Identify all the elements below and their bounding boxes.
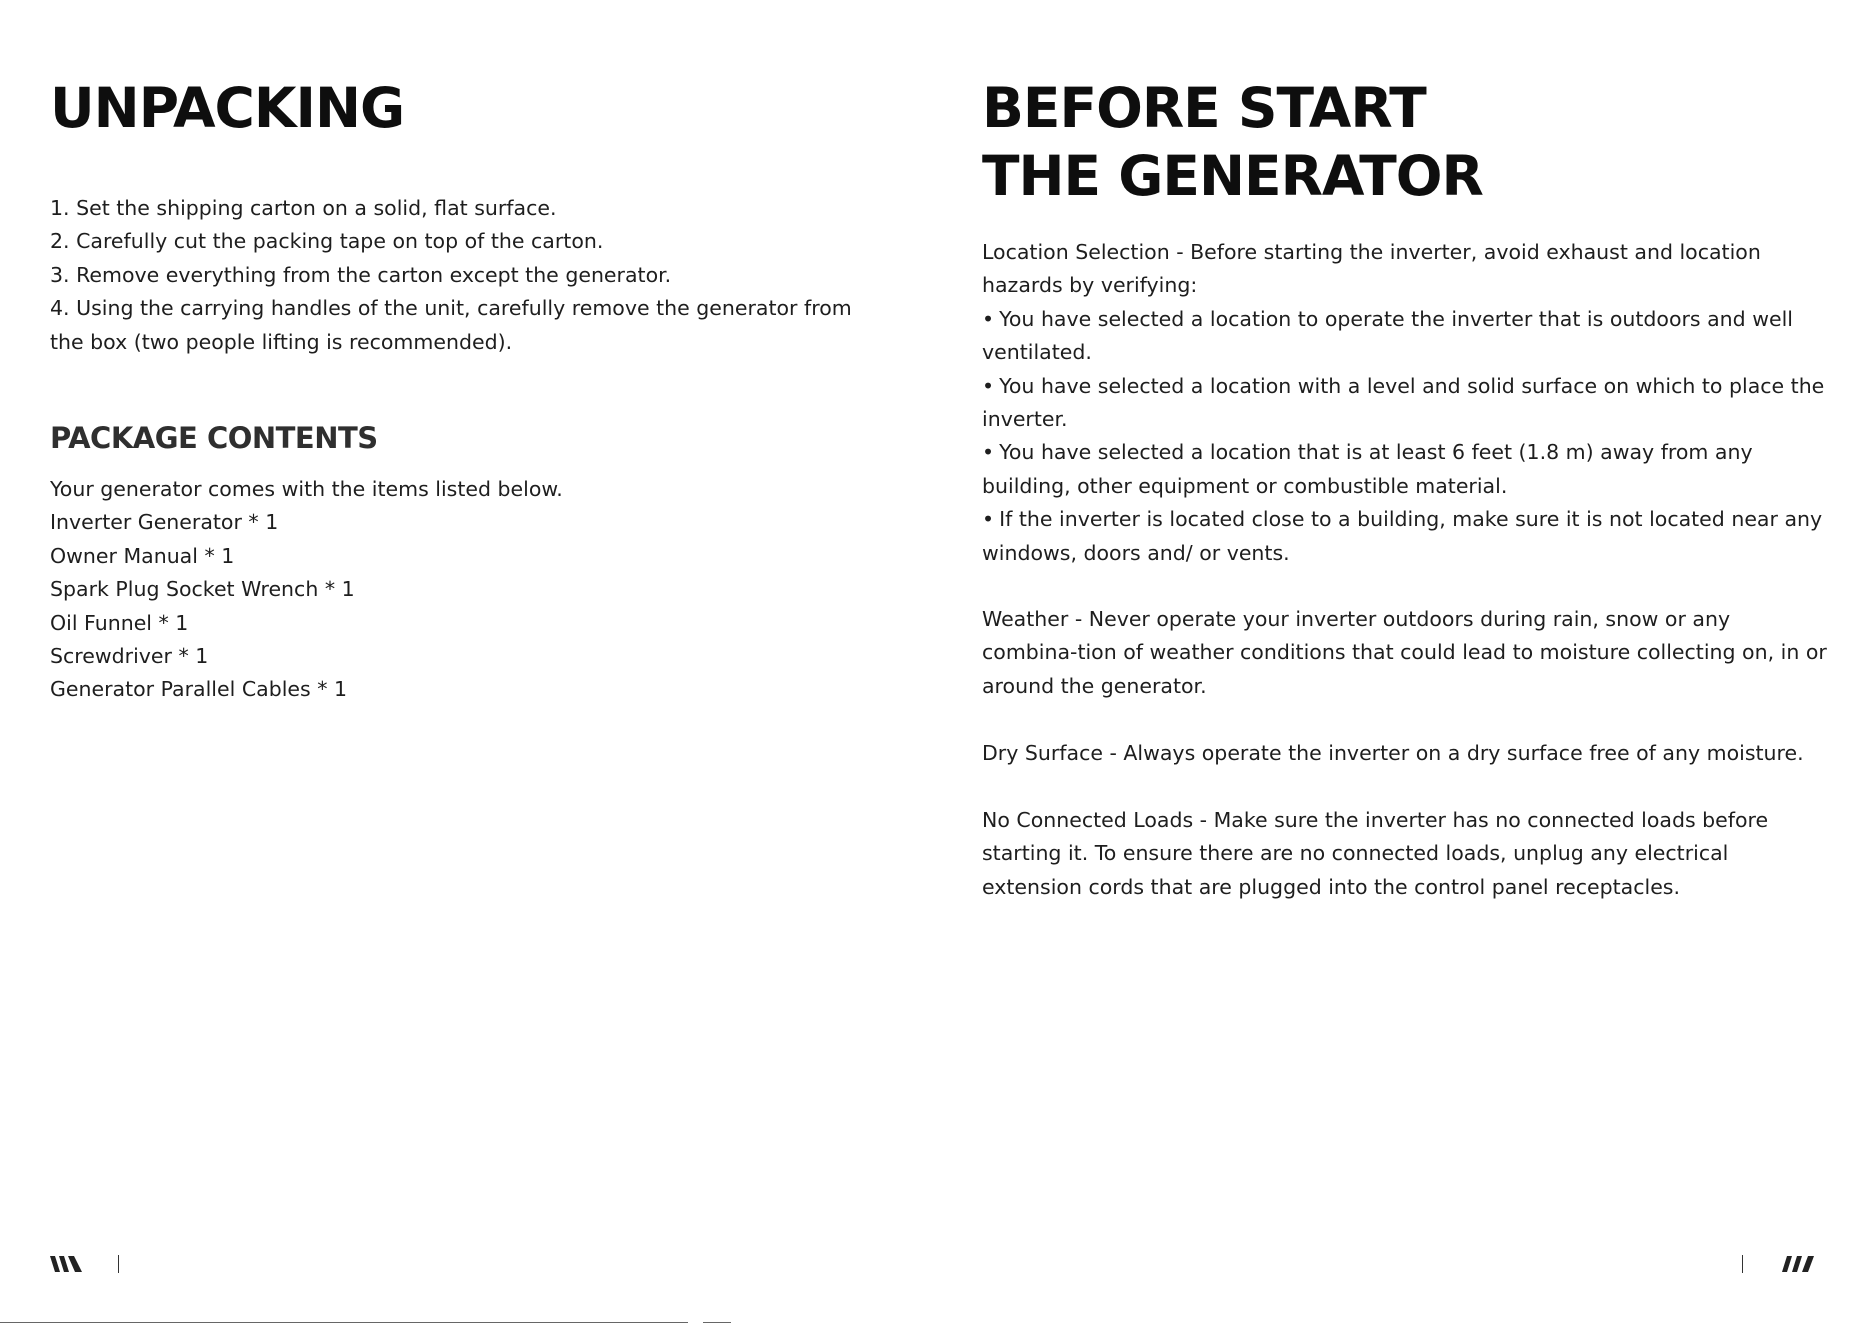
package-item: Screwdriver * 1 xyxy=(50,644,209,669)
stripes-logo-icon xyxy=(1782,1256,1816,1276)
package-item: Inverter Generator * 1 xyxy=(50,510,279,535)
package-item: Owner Manual * 1 xyxy=(50,543,235,568)
package-contents-title: PACKAGE CONTENTS xyxy=(50,421,378,455)
page-edge-line xyxy=(703,1322,731,1323)
package-item: Generator Parallel Cables * 1 xyxy=(50,677,348,702)
unpacking-step: 2. Carefully cut the packing tape on top of the carton. xyxy=(50,229,604,254)
dry-surface-paragraph: Dry Surface - Always operate the inverter on a dry surface free of any moisture. xyxy=(982,741,1804,765)
location-bullet: • You have selected a location to operate the inverter that is outdoors and well ventilated. xyxy=(982,303,1832,370)
unpacking-title: UNPACKING xyxy=(50,76,405,140)
unpacking-step: 1. Set the shipping carton on a solid, flat surface. xyxy=(50,196,557,220)
unpacking-step: 4. Using the carrying handles of the unit, carefully remove the generator from the box (two people lifting is recommended). xyxy=(50,296,852,354)
location-bullet: • You have selected a location that is at least 6 feet (1.8 m) away from any building, other equipment or combustible material. xyxy=(982,436,1832,503)
page-edge-line xyxy=(0,1322,688,1323)
location-bullet: • If the inverter is located close to a building, make sure it is not located near any windows, doors and/ or vents. xyxy=(982,503,1832,570)
location-section xyxy=(982,236,1832,570)
footer-divider xyxy=(118,1255,119,1273)
footer-divider xyxy=(1742,1255,1743,1273)
package-contents xyxy=(50,473,880,707)
location-bullet: • You have selected a location with a level and solid surface on which to place the inverter. xyxy=(982,370,1832,437)
unpacking-steps xyxy=(50,192,880,359)
before-start-title-line2: THE GENERATOR xyxy=(982,144,1483,208)
location-intro: Location Selection - Before starting the inverter, avoid exhaust and location hazards by verifying: xyxy=(982,240,1761,298)
package-item: Spark Plug Socket Wrench * 1 xyxy=(50,577,355,602)
stripes-logo-icon xyxy=(50,1256,84,1276)
before-start-title-line1: BEFORE START xyxy=(982,76,1426,140)
weather-paragraph: Weather - Never operate your inverter outdoors during rain, snow or any combina-tion of weather conditions that could lead to moisture collecting on, in or around the generator. xyxy=(982,607,1827,698)
unpacking-step: 3. Remove everything from the carton except the generator. xyxy=(50,262,672,287)
package-intro: Your generator comes with the items listed below. xyxy=(50,477,563,501)
package-item: Oil Funnel * 1 xyxy=(50,610,189,635)
no-loads-paragraph: No Connected Loads - Make sure the inverter has no connected loads before starting it. To ensure there are no connected loads, unplug any electrical extension cords that are plugged into the control panel receptacles. xyxy=(982,808,1769,899)
